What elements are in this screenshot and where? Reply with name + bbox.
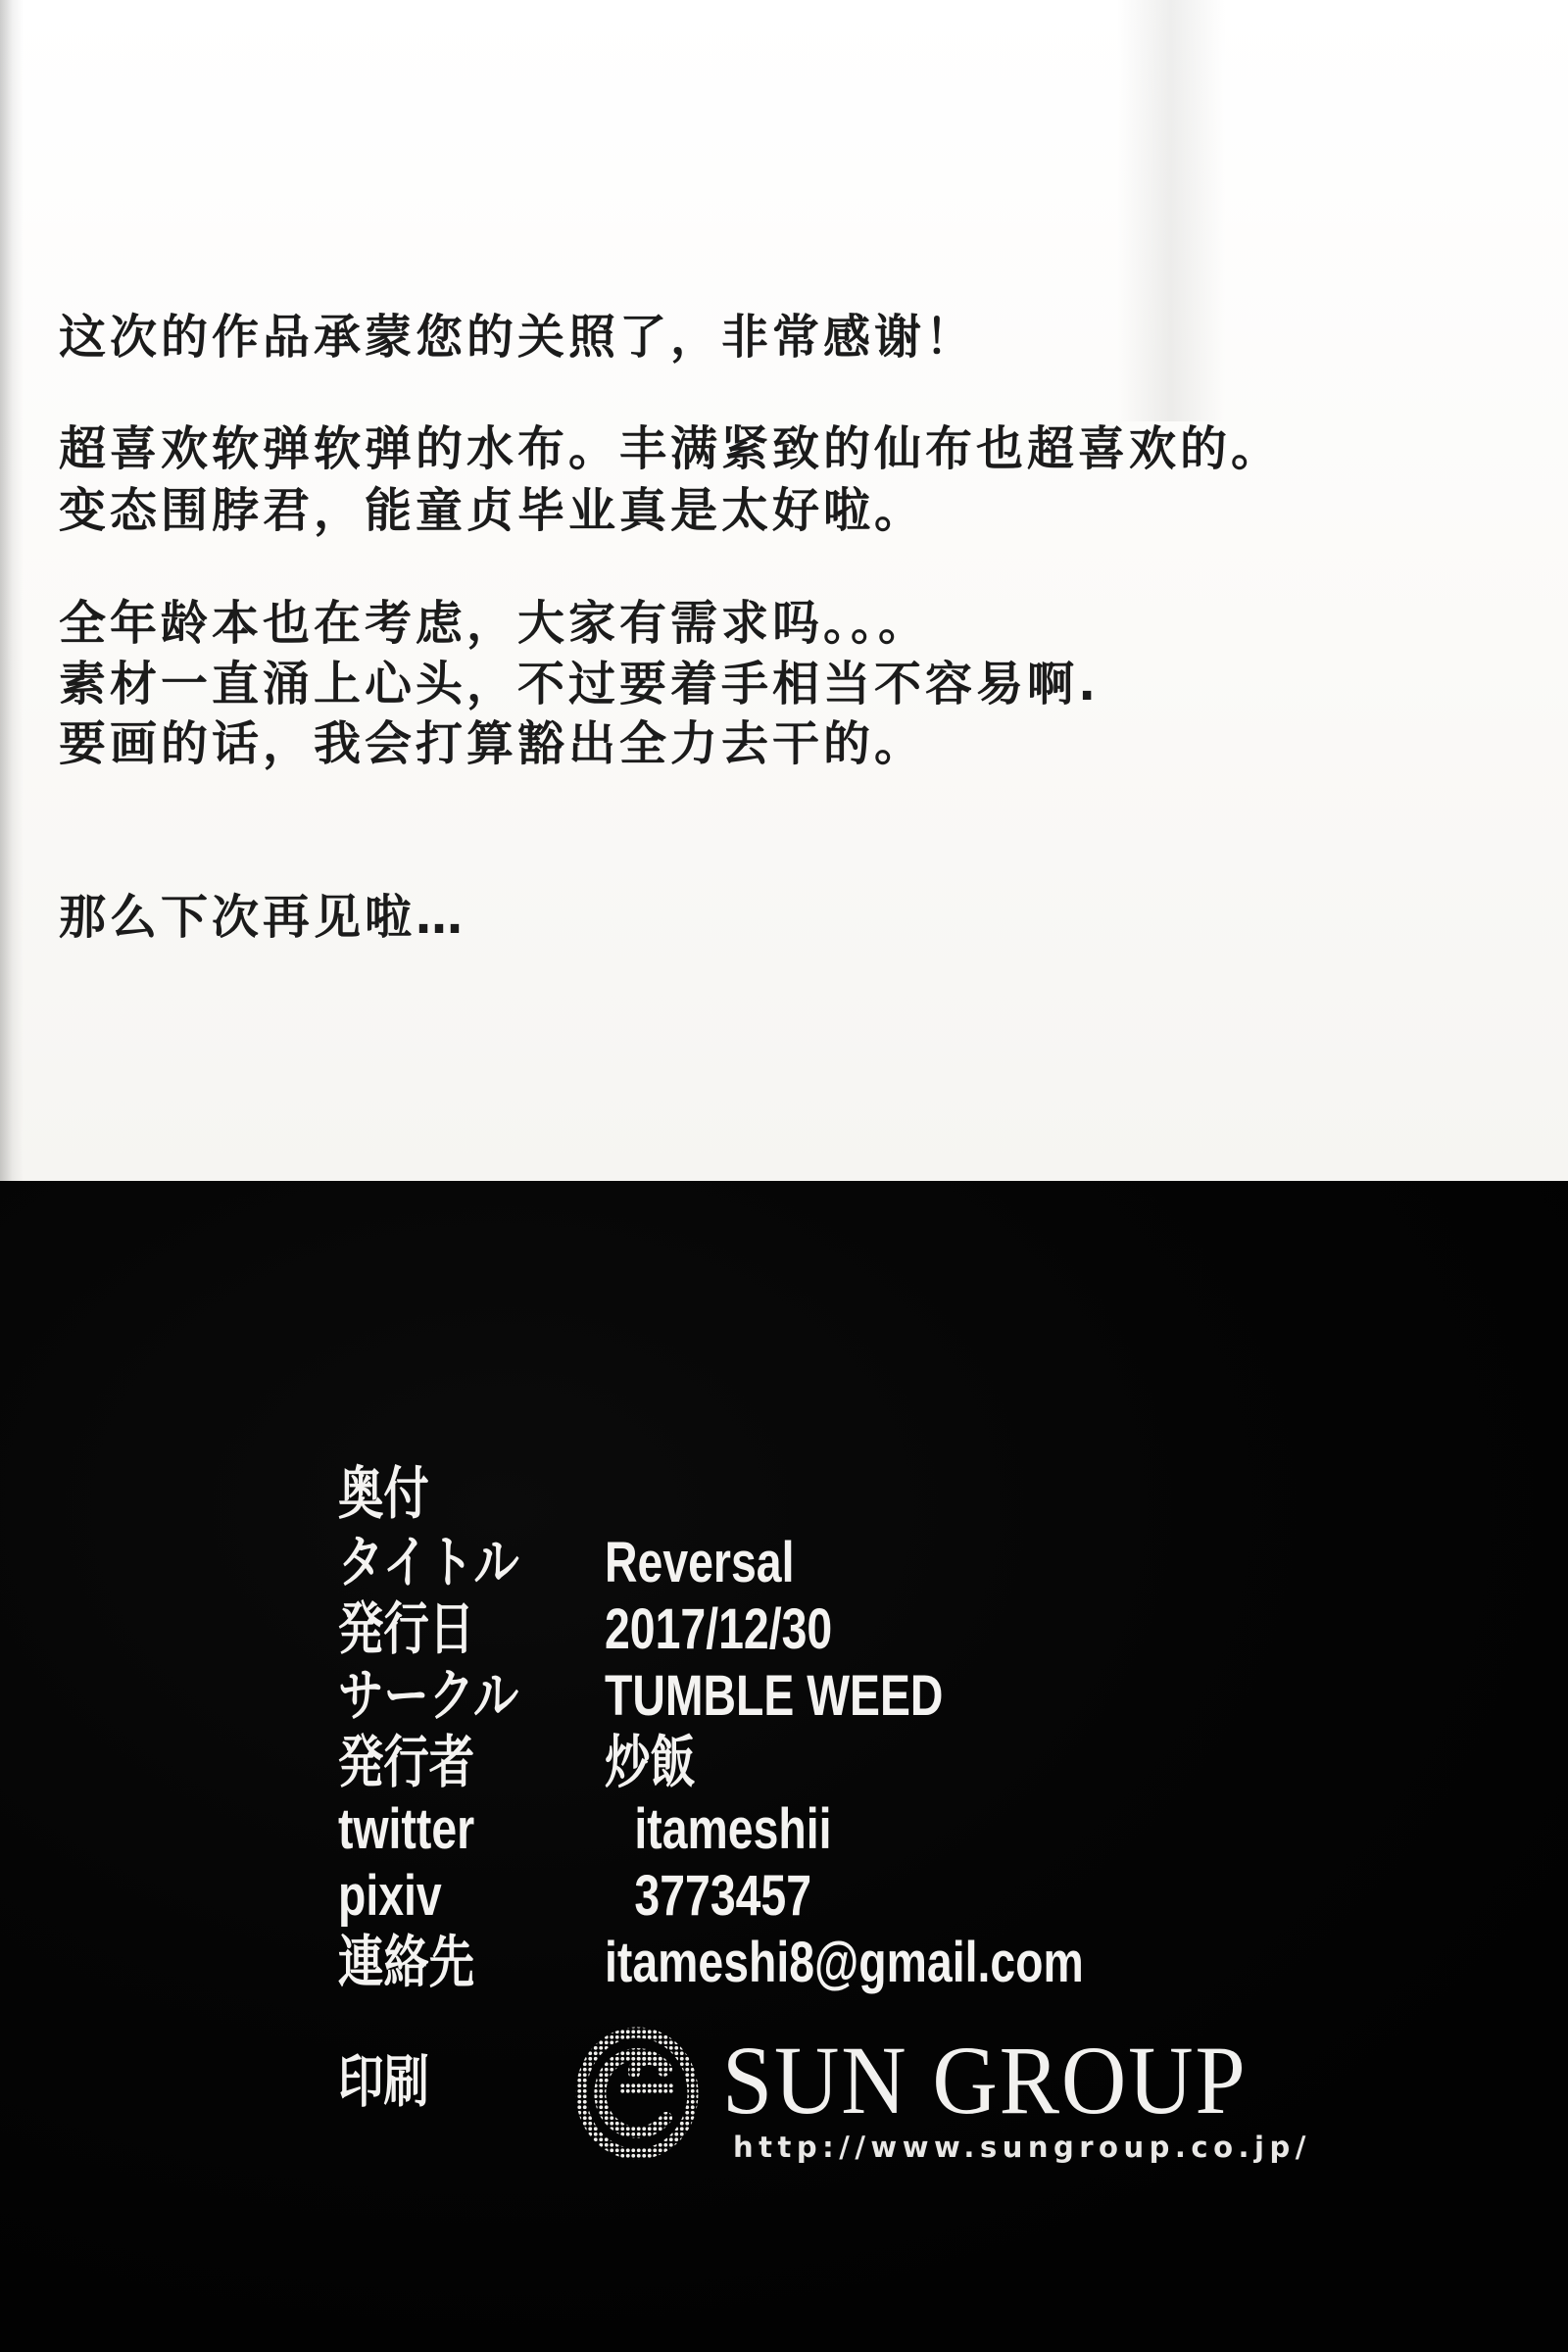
printer-url: http://www.sungroup.co.jp/ [733,2131,1311,2164]
colophon-section [0,1181,1568,2352]
colophon-row-title [338,1531,795,1594]
colophon-row-pixiv [338,1864,812,1928]
row-label: 発行者 [338,1731,475,1794]
afterword-line: 要画的话，我会打算豁出全力去干的。 [59,716,926,771]
colophon-heading-label: 奥付 [338,1462,429,1526]
colophon-row-twitter [338,1797,832,1861]
colophon-row-contact [338,1931,1084,1994]
row-value: itameshi8@gmail.com [605,1931,1084,1994]
sun-group-monogram-icon [571,2024,704,2163]
row-label: サークル [338,1664,519,1728]
afterword-line: 那么下次再见啦… [59,890,467,945]
row-value: Reversal [605,1531,795,1594]
afterword-line: 这次的作品承蒙您的关照了，非常感谢！ [59,310,977,365]
colophon-heading [338,1462,605,1526]
row-value: 炒飯 [605,1731,696,1794]
colophon-row-release-date [338,1597,833,1661]
row-label: pixiv [338,1864,442,1928]
row-label: twitter [338,1797,475,1861]
row-value: TUMBLE WEED [605,1664,944,1728]
afterword-line: 变态围脖君，能童贞毕业真是太好啦。 [59,483,926,538]
afterword-line: 素材一直涌上心头，不过要着手相当不容易啊. [59,657,1101,711]
colophon-row-printer-label: 印刷 [338,2048,429,2115]
row-value: itameshii [634,1797,832,1861]
colophon-row-publisher [338,1731,696,1794]
row-label: 連絡先 [338,1931,475,1994]
afterword-line: 全年龄本也在考虑，大家有需求吗。。。 [59,596,930,651]
row-label: タイトル [338,1531,519,1594]
colophon-row-circle [338,1664,944,1728]
row-value: 3773457 [634,1864,812,1928]
afterword-line: 超喜欢软弹软弹的水布。丰满紧致的仙布也超喜欢的。 [59,421,1283,476]
row-label: 発行日 [338,1597,475,1661]
printer-name: SUN GROUP [722,2026,1248,2134]
row-value: 2017/12/30 [605,1597,833,1661]
